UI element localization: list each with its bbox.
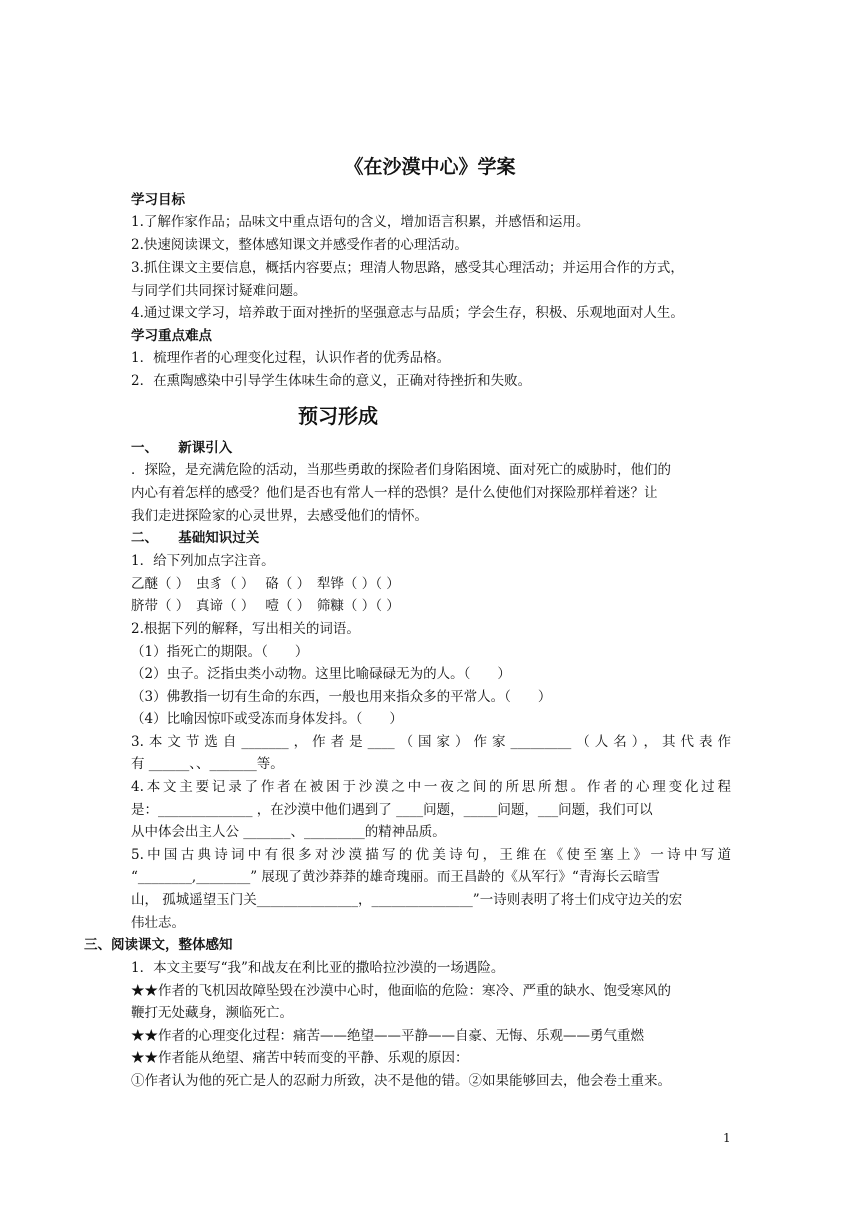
section-2-heading: 二、 基础知识过关 (131, 530, 260, 546)
question-4-line: 是：______________ ，在沙漠中他们遇到了 ____问题，_____问题，___问题，我们可以 (131, 802, 653, 818)
question-2-item: （1）指死亡的期限。（ ） (131, 644, 309, 660)
question-2-item: （2）虫子。泛指虫类小动物。这里比喻碌碌无为的人。（ ） (131, 666, 511, 682)
goal-item: 3.抓住课文主要信息，概括内容要点；理清人物思路，感受其心理活动；并运用合作的方式， (131, 260, 684, 276)
question-5-line: “________,________” 展现了黄沙莽莽的雄奇瑰丽。而王昌龄的《从军行》“青海长云暗雪 (131, 869, 660, 885)
intro-line: ．探险，是充满危险的活动，当那些勇敢的探险者们身陷困境、面对死亡的威胁时，他们的 (131, 462, 671, 478)
question-3-line: 有 ______、、_______等。 (131, 756, 284, 772)
question-1-row: 脐带（ ） 真谛（ ） 噎（ ） 筛糠（ ）（ ） (131, 598, 400, 614)
preview-heading: 预习形成 (298, 404, 378, 428)
page-number: 1 (723, 1131, 731, 1145)
question-4-line: 从中体会出主人公 _______、_________的精神品质。 (131, 824, 446, 840)
goal-item: 与同学们共同探讨疑难问题。 (131, 283, 307, 299)
reading-item: 鞭打无处藏身，濒临死亡。 (131, 1005, 293, 1021)
goal-item: 4.通过课文学习，培养敢于面对挫折的坚强意志与品质；学会生存，积极、乐观地面对人生。 (131, 305, 684, 321)
reading-item: ★★作者的飞机因故障坠毁在沙漠中心时，他面临的危险：寒冷、严重的缺水、饱受寒风的 (131, 983, 671, 999)
question-1: 1．给下列加点字注音。 (131, 553, 275, 569)
key-point-item: 2．在熏陶感染中引导学生体味生命的意义，正确对待挫折和失败。 (131, 373, 532, 389)
question-5-line: 伟壮志。 (131, 915, 185, 931)
section-3-heading: 三、阅读课文，整体感知 (84, 937, 233, 953)
key-point-item: 1．梳理作者的心理变化过程，认识作者的优秀品格。 (131, 350, 451, 366)
key-points-heading: 学习重点难点 (131, 328, 212, 344)
reading-item: ★★作者能从绝望、痛苦中转而变的平静、乐观的原因： (131, 1050, 469, 1066)
reading-item: ★★作者的心理变化过程：痛苦——绝望——平静——自豪、无悔、乐观——勇气重燃 (131, 1028, 644, 1044)
goals-heading: 学习目标 (131, 192, 185, 208)
reading-item: ①作者认为他的死亡是人的忍耐力所致，决不是他的错。②如果能够回去，他会卷土重来。 (131, 1073, 671, 1089)
question-3-line: 3.本文节选自_______，作者是____（国家）作家_________（人名），其代表作 (131, 734, 731, 750)
goal-item: 2.快速阅读课文，整体感知课文并感受作者的心理活动。 (131, 237, 468, 253)
question-1-row: 乙醚（ ） 虫豸（ ） 硌（ ） 犁铧（ ）（ ） (131, 576, 400, 592)
question-2-item: （4）比喻因惊吓或受冻而身体发抖。（ ） (131, 711, 403, 727)
question-5-line: 山， 孤城遥望玉门关_______________，_______________”一诗则表明了将士们戍守边关的宏 (131, 892, 683, 908)
goal-item: 1.了解作家作品；品味文中重点语句的含义，增加语言积累，并感悟和运用。 (131, 214, 590, 230)
intro-line: 内心有着怎样的感受？他们是否也有常人一样的恐惧？是什么使他们对探险那样着迷？让 (131, 485, 658, 501)
section-1-heading: 一、 新课引入 (131, 440, 233, 456)
document-title: 《在沙漠中心》学案 (344, 156, 516, 178)
question-2: 2.根据下列的解释，写出相关的词语。 (131, 621, 360, 637)
intro-line: 我们走进探险家的心灵世界，去感受他们的情怀。 (131, 508, 428, 524)
reading-item: 1．本文主要写“我”和战友在利比亚的撒哈拉沙漠的一场遇险。 (131, 960, 505, 976)
question-5-line: 5.中国古典诗词中有很多对沙漠描写的优美诗句，王维在《使至塞上》一诗中写道 (131, 847, 731, 863)
question-2-item: （3）佛教指一切有生命的东西，一般也用来指众多的平常人。（ ） (131, 689, 552, 705)
question-4-line: 4.本文主要记录了作者在被困于沙漠之中一夜之间的所思所想。作者的心理变化过程 (131, 779, 731, 795)
